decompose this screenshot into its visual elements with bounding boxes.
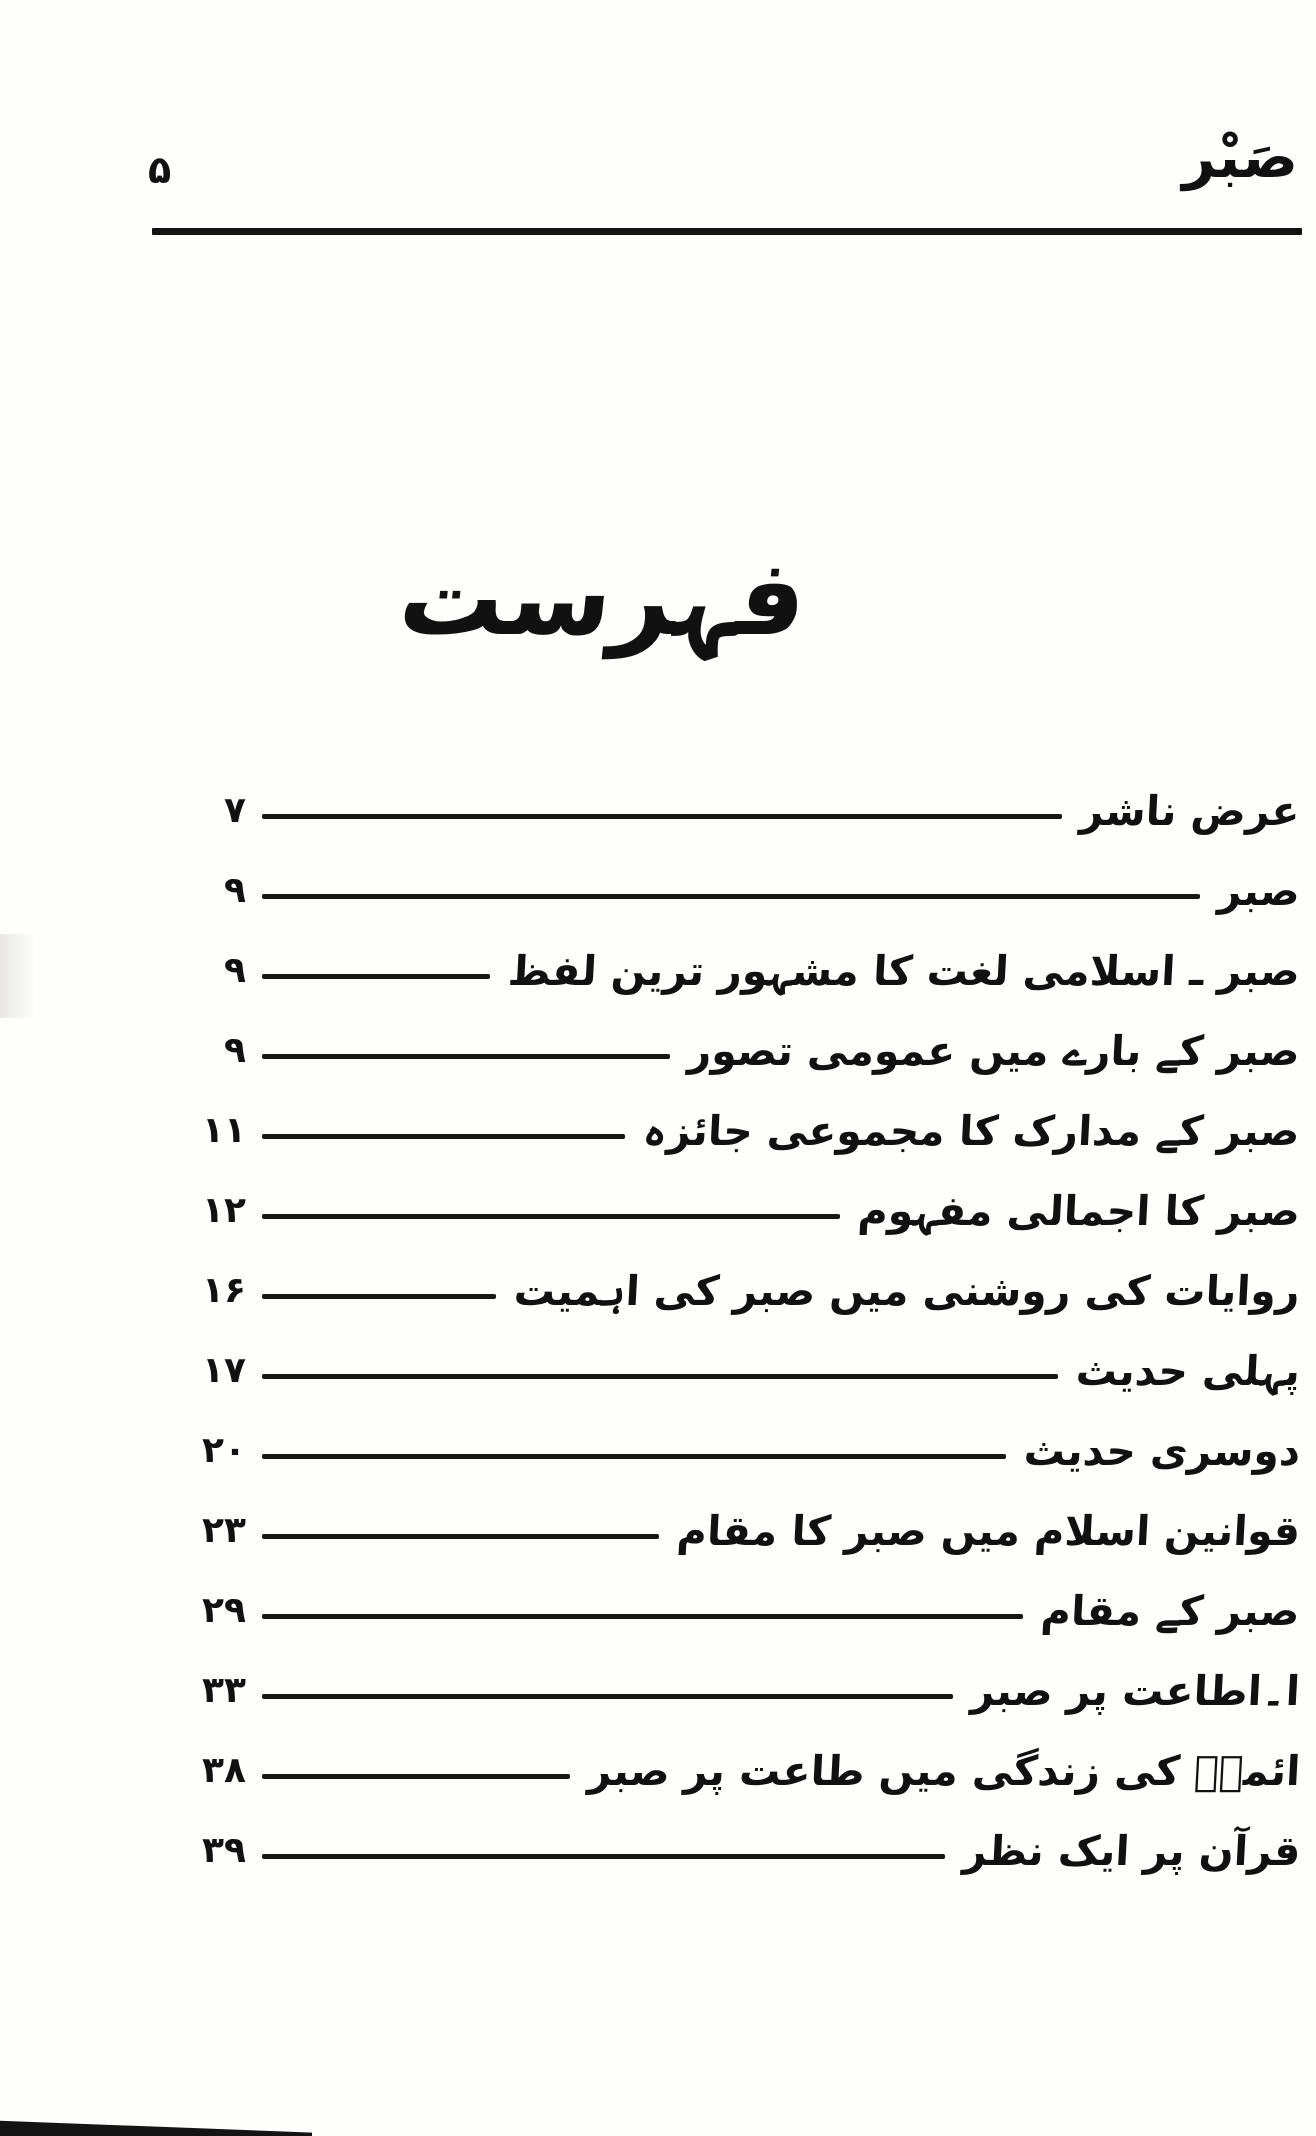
toc-entry-title: صبر کے مدارک کا مجموعی جائزہ: [642, 1107, 1302, 1156]
toc-entry-title: صبر کا اجمالی مفہوم: [856, 1187, 1302, 1236]
toc-page-number: ۹: [224, 869, 246, 911]
toc-heading: [0, 520, 1316, 676]
toc-page-number: ۳۸: [202, 1749, 246, 1791]
toc-row: [150, 772, 1300, 852]
toc-page-number: ۷: [224, 789, 246, 831]
toc-row: [150, 1732, 1300, 1812]
toc-entry-title: صبر کے مقام: [1040, 1587, 1302, 1636]
toc-page-number: ۲۹: [202, 1589, 246, 1631]
toc-entry-title: ائمہؑ کی زندگی میں طاعت پر صبر: [586, 1747, 1302, 1796]
toc-row: [150, 852, 1300, 932]
leader-line: [262, 1774, 570, 1779]
toc-page-number: ۲۳: [202, 1509, 246, 1551]
toc-entry-title: قوانین اسلام میں صبر کا مقام: [675, 1507, 1302, 1556]
leader-line: [262, 974, 490, 979]
toc-page-number: ۱۶: [202, 1269, 246, 1311]
toc-entry-title: دوسری حدیث: [1022, 1427, 1302, 1476]
toc-entry-title: عرض ناشر: [1079, 787, 1302, 836]
toc-page-number: ۱۲: [202, 1189, 246, 1231]
leader-line: [262, 1854, 945, 1859]
leader-line: [262, 1054, 670, 1059]
leader-line: [262, 1454, 1006, 1459]
leader-line: [262, 894, 1200, 899]
toc-entry-title: صبر کے بارے میں عمومی تصور: [687, 1027, 1302, 1076]
leader-line: [262, 1694, 953, 1699]
leader-line: [262, 1374, 1058, 1379]
toc-row: [150, 1092, 1300, 1172]
leader-line: [262, 1614, 1023, 1619]
toc-row: [150, 1252, 1300, 1332]
toc-row: [150, 1812, 1300, 1892]
toc-entry-title: ا۔اطاعت پر صبر: [969, 1667, 1302, 1716]
toc-heading-text: فہرست: [393, 537, 813, 659]
toc-row: [150, 932, 1300, 1012]
book-title: صَبْر: [1182, 123, 1298, 191]
header-rule: [152, 228, 1302, 235]
folio-page-number: ۵: [148, 148, 172, 192]
toc-page-number: ۹: [224, 1029, 246, 1071]
toc-page-number: ۱۱: [202, 1109, 246, 1151]
toc-row: [150, 1412, 1300, 1492]
toc-entry-title: صبر: [1216, 867, 1302, 916]
toc-row: [150, 1492, 1300, 1572]
toc-entry-title: پہلی حدیث: [1074, 1347, 1302, 1396]
toc-row: [150, 1652, 1300, 1732]
leader-line: [262, 1534, 659, 1539]
toc-list: [150, 772, 1300, 1892]
leader-line: [262, 1214, 840, 1219]
toc-row: [150, 1332, 1300, 1412]
running-header: [0, 0, 1316, 250]
toc-page-number: ۳۳: [202, 1669, 246, 1711]
toc-page-number: ۲۰: [202, 1429, 246, 1471]
toc-row: [150, 1012, 1300, 1092]
toc-row: [150, 1572, 1300, 1652]
leader-line: [262, 1134, 625, 1139]
toc-page-number: ۱۷: [202, 1349, 246, 1391]
leader-line: [262, 1294, 496, 1299]
leader-line: [262, 814, 1062, 819]
scan-smudge-artifact: [0, 934, 36, 1018]
toc-entry-title: صبر ـ اسلامی لغت کا مشہور ترین لفظ: [506, 947, 1302, 996]
toc-row: [150, 1172, 1300, 1252]
scan-corner-shadow-artifact: [0, 2119, 312, 2136]
toc-page-number: ۹: [224, 949, 246, 991]
toc-entry-title: قرآن پر ایک نظر: [961, 1827, 1302, 1876]
toc-entry-title: روایات کی روشنی میں صبر کی اہمیت: [513, 1267, 1302, 1316]
toc-page-number: ۳۹: [202, 1829, 246, 1871]
